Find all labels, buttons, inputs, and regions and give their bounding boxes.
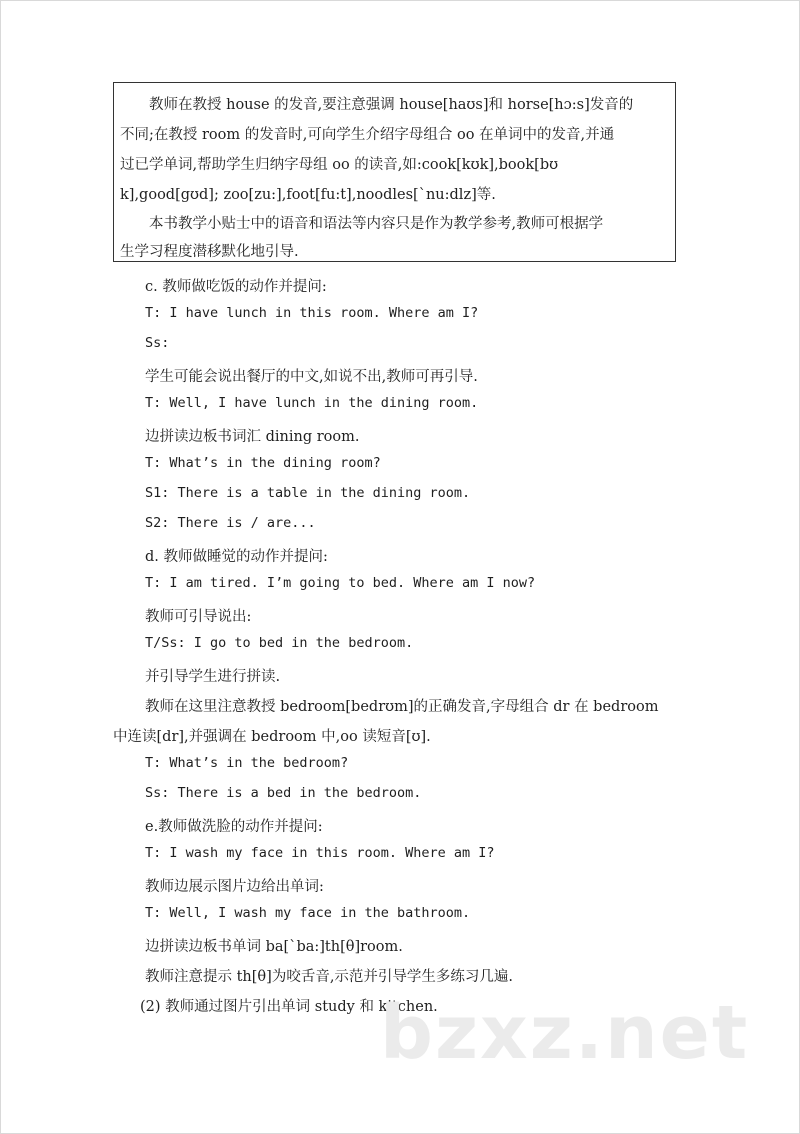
dialogue-line: T: What’s in the dining room?: [145, 455, 381, 471]
instruction-line: 教师边展示图片边给出单词:: [145, 879, 324, 895]
instruction-line: 教师注意提示 th[θ]为咬舌音,示范并引导学生多练习几遍.: [145, 969, 514, 985]
step-heading-e: e.教师做洗脸的动作并提问:: [145, 819, 323, 835]
tip-line: 过已学单词,帮助学生归纳字母组 oo 的读音,如:cook[kʊk],book[bʊ: [120, 157, 559, 173]
dialogue-line: T: I am tired. I’m going to bed. Where am I now?: [145, 575, 536, 591]
tip-line: 不同;在教授 room 的发音时,可向学生介绍字母组合 oo 在单词中的发音,并通: [120, 127, 615, 143]
tip-line: 本书教学小贴士中的语音和语法等内容只是作为教学参考,教师可根据学: [120, 216, 604, 232]
instruction-line: 中连读[dr],并强调在 bedroom 中,oo 读短音[ʊ].: [113, 729, 431, 745]
dialogue-line: S2: There is / are...: [145, 515, 316, 531]
step-heading-2: (2) 教师通过图片引出单词 study 和 kitchen.: [140, 999, 438, 1015]
dialogue-line: T: Well, I wash my face in the bathroom.: [145, 905, 471, 921]
instruction-line: 边拼读边板书词汇 dining room.: [145, 429, 360, 445]
dialogue-line: T: I wash my face in this room. Where am I?: [145, 845, 495, 861]
dialogue-line: T/Ss: I go to bed in the bedroom.: [145, 635, 414, 651]
instruction-line: 教师在这里注意教授 bedroom[bedrʊm]的正确发音,字母组合 dr 在 bedroom: [145, 699, 659, 715]
instruction-line: 教师可引导说出:: [145, 609, 252, 625]
instruction-line: 学生可能会说出餐厅的中文,如说不出,教师可再引导.: [145, 369, 478, 385]
tip-line: 生学习程度潜移默化地引导.: [120, 244, 299, 260]
tip-line: 教师在教授 house 的发音,要注意强调 house[haʊs]和 horse[hɔ:s]发音的: [120, 97, 634, 113]
step-heading-c: c. 教师做吃饭的动作并提问:: [145, 279, 327, 295]
dialogue-line: T: I have lunch in this room. Where am I?: [145, 305, 479, 321]
step-heading-d: d. 教师做睡觉的动作并提问:: [145, 549, 328, 565]
instruction-line: 边拼读边板书单词 ba[`ba:]th[θ]room.: [145, 939, 403, 955]
instruction-line: 并引导学生进行拼读.: [145, 669, 281, 685]
dialogue-line: T: Well, I have lunch in the dining room.: [145, 395, 479, 411]
tip-line: k],good[gʊd]; zoo[zu:],foot[fu:t],noodles[`nu:dlz]等.: [120, 187, 496, 203]
dialogue-line: S1: There is a table in the dining room.: [145, 485, 471, 501]
dialogue-line: Ss: There is a bed in the bedroom.: [145, 785, 422, 801]
watermark: bzxz.net: [380, 990, 750, 1076]
dialogue-line: T: What’s in the bedroom?: [145, 755, 349, 771]
dialogue-line: Ss:: [145, 335, 170, 351]
